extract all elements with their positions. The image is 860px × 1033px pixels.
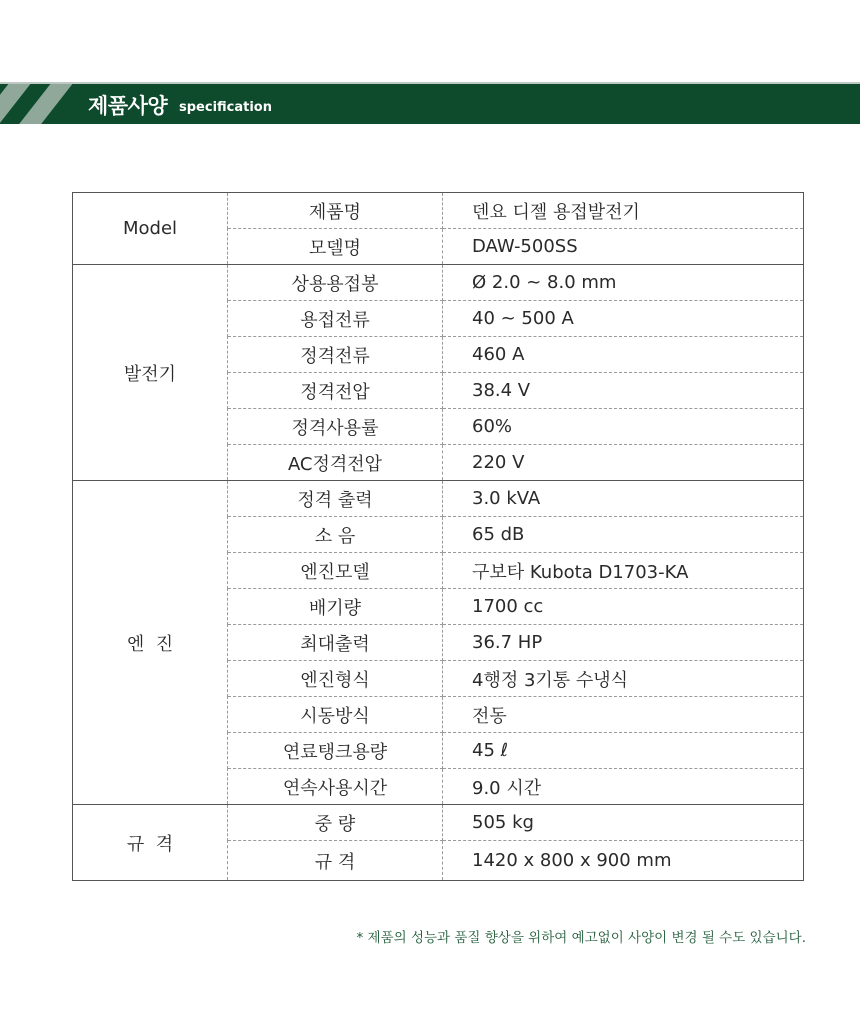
spec-value: 45 ℓ: [443, 733, 804, 769]
spec-label: 제품명: [228, 193, 443, 229]
spec-value: 덴요 디젤 용접발전기: [443, 193, 804, 229]
section-subtitle: specification: [179, 100, 272, 115]
spec-value: 전동: [443, 697, 804, 733]
spec-label: 시동방식: [228, 697, 443, 733]
section-title: 제품사양: [88, 94, 168, 118]
group-label: 규 격: [73, 805, 228, 881]
spec-value: 460 A: [443, 337, 804, 373]
spec-value: 3.0 kVA: [443, 481, 804, 517]
spec-value: 4행정 3기통 수냉식: [443, 661, 804, 697]
spec-value: 65 dB: [443, 517, 804, 553]
spec-label: 모델명: [228, 229, 443, 265]
spec-value: 505 kg: [443, 805, 804, 841]
spec-value: 구보타 Kubota D1703-KA: [443, 553, 804, 589]
spec-value: 1420 x 800 x 900 mm: [443, 841, 804, 881]
spec-label: 엔진형식: [228, 661, 443, 697]
spec-value: 36.7 HP: [443, 625, 804, 661]
section-banner: [0, 82, 860, 124]
spec-label: 정격 출력: [228, 481, 443, 517]
spec-label: AC정격전압: [228, 445, 443, 481]
spec-label: 상용용접봉: [228, 265, 443, 301]
disclaimer-note: * 제품의 성능과 품질 향상을 위하여 예고없이 사양이 변경 될 수도 있습니다.: [356, 930, 806, 946]
spec-label: 정격사용률: [228, 409, 443, 445]
spec-value: 60%: [443, 409, 804, 445]
spec-value: 40 ~ 500 A: [443, 301, 804, 337]
spec-label: 엔진모델: [228, 553, 443, 589]
table-row: [73, 265, 804, 301]
spec-label: 배기량: [228, 589, 443, 625]
group-label: 발전기: [73, 265, 228, 481]
spec-label: 정격전류: [228, 337, 443, 373]
spec-label: 연속사용시간: [228, 769, 443, 805]
table-row: [73, 193, 804, 229]
spec-label: 중 량: [228, 805, 443, 841]
group-label: 엔 진: [73, 481, 228, 805]
spec-value: 1700 cc: [443, 589, 804, 625]
spec-value: 220 V: [443, 445, 804, 481]
spec-value: 9.0 시간: [443, 769, 804, 805]
group-label: Model: [73, 193, 228, 265]
spec-table: [72, 192, 804, 881]
table-row: [73, 481, 804, 517]
spec-value: Ø 2.0 ~ 8.0 mm: [443, 265, 804, 301]
spec-value: 38.4 V: [443, 373, 804, 409]
spec-label: 소 음: [228, 517, 443, 553]
spec-label: 최대출력: [228, 625, 443, 661]
spec-label: 용접전류: [228, 301, 443, 337]
table-row: [73, 805, 804, 841]
spec-label: 연료탱크용량: [228, 733, 443, 769]
spec-value: DAW-500SS: [443, 229, 804, 265]
spec-label: 규 격: [228, 841, 443, 881]
spec-label: 정격전압: [228, 373, 443, 409]
